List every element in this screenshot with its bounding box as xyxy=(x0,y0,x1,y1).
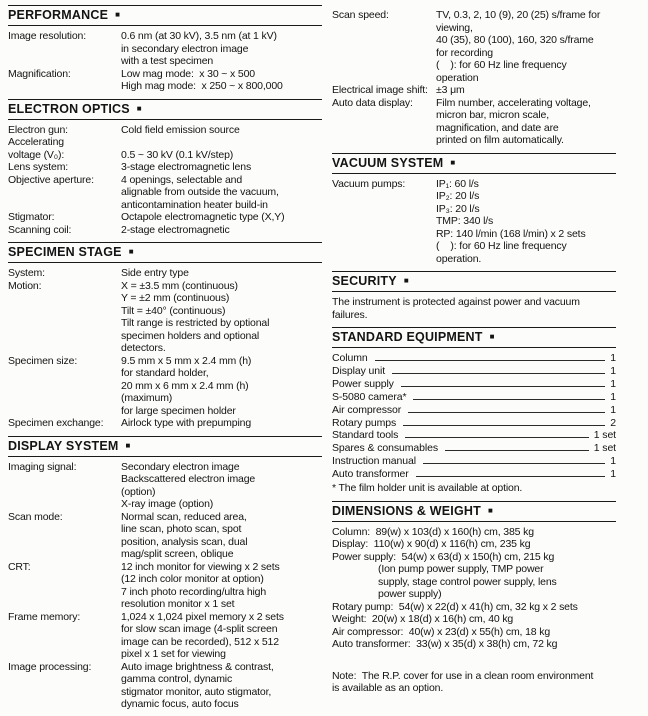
spec-value-line: mag/split screen, oblique xyxy=(121,548,234,560)
spec-value-line: 7 inch photo recording/ultra high xyxy=(121,585,267,598)
spec-row xyxy=(8,611,322,661)
equipment-item xyxy=(332,352,616,365)
spec-value-line: stigmator monitor, auto stigmator, xyxy=(121,685,272,698)
spec-value xyxy=(121,68,322,93)
spec-value-line: Low mag mode: x 30 ~ x 500 xyxy=(121,67,255,80)
spec-value-line: Tilt range is restricted by optional xyxy=(121,317,270,329)
equipment-item-name: Auto transformer xyxy=(332,468,409,481)
spec-value-line: RP: 140 l/min (168 l/min) x 2 sets xyxy=(436,227,586,240)
spec-label-line: Lens system: xyxy=(8,161,69,173)
spec-value-line: Auto image brightness & contrast, xyxy=(121,660,274,673)
spec-row xyxy=(8,417,322,430)
right-column xyxy=(332,5,616,716)
section-marker-icon: ■ xyxy=(489,332,495,341)
spec-row xyxy=(8,511,322,561)
spec-value-line: 0.5 ~ 30 kV (0.1 kV/step) xyxy=(121,148,234,161)
spec-value-line: ( ): for 60 Hz line frequency xyxy=(436,59,567,71)
spec-row xyxy=(8,211,322,224)
equipment-item xyxy=(332,442,616,455)
equipment-item-qty: 1 xyxy=(610,403,616,416)
equipment-item-name: Column xyxy=(332,352,368,364)
equipment-item-name: Rotary pumps xyxy=(332,416,397,429)
section-title: STANDARD EQUIPMENT xyxy=(332,330,483,344)
section-body xyxy=(332,292,616,326)
leader-line xyxy=(401,386,605,387)
spec-value-line: IP₁: 60 l/s xyxy=(436,177,479,190)
section-note xyxy=(332,666,616,700)
spec-value-line: dynamic focus, auto focus xyxy=(121,698,239,710)
spec-value-line: Film number, accelerating voltage, xyxy=(436,96,591,109)
spec-label-line: Scan mode: xyxy=(8,510,63,523)
equipment-item xyxy=(332,404,616,417)
spec-value-line: Backscattered electron image xyxy=(121,473,256,485)
section-title: ELECTRON OPTICS xyxy=(8,101,130,116)
spec-value-line: micron bar, micron scale, xyxy=(436,109,549,121)
section-body xyxy=(332,522,616,656)
section-body xyxy=(8,457,322,716)
section-display-system xyxy=(8,436,322,716)
section-title: DISPLAY SYSTEM xyxy=(8,438,119,453)
spec-row xyxy=(332,178,616,266)
text-line: is available as an option. xyxy=(332,682,444,695)
section-marker-icon: ■ xyxy=(450,157,456,167)
section-header xyxy=(8,99,322,120)
section-title: PERFORMANCE xyxy=(8,8,109,22)
spec-label xyxy=(8,124,121,137)
equipment-item-name: Air compressor xyxy=(332,403,402,416)
section-header xyxy=(332,153,616,174)
leader-line xyxy=(445,450,589,451)
spec-label-line: Vacuum pumps: xyxy=(332,177,406,190)
spec-value-line: 3-stage electromagnetic lens xyxy=(121,161,252,173)
spec-value xyxy=(121,224,322,237)
equipment-item-qty: 1 xyxy=(610,455,616,468)
spec-label xyxy=(8,355,121,418)
spec-row xyxy=(8,561,322,611)
equipment-item xyxy=(332,417,616,430)
section-marker-icon: ■ xyxy=(128,247,134,256)
equipment-item-name: Power supply xyxy=(332,377,394,390)
spec-label-line: Auto data display: xyxy=(332,96,413,109)
equipment-item-name: Display unit xyxy=(332,364,386,377)
two-column-layout xyxy=(8,5,648,716)
spec-value-line: ( ): for 60 Hz line frequency xyxy=(436,240,567,252)
spec-value-line: 20 mm x 6 mm x 2.4 mm (h) xyxy=(121,379,249,392)
spec-label-line: Scanning coil: xyxy=(8,223,72,236)
text-line: Display: 110(w) x 90(d) x 116(h) cm, 235 kg xyxy=(332,538,531,551)
spec-value-line: IP₂: 20 l/s xyxy=(436,190,480,202)
spec-value-line: 0.6 nm (at 30 kV), 3.5 nm (at 1 kV) xyxy=(121,30,277,42)
spec-label-line: Stigmator: xyxy=(8,211,55,223)
spec-value-line: magnification, and date are xyxy=(436,121,559,134)
spec-value xyxy=(121,611,322,661)
text-line: (Ion pump power supply, TMP power xyxy=(378,563,544,576)
equipment-item-name: Instruction manual xyxy=(332,455,416,468)
section-title: SPECIMEN STAGE xyxy=(8,245,122,259)
spec-value-line: 1,024 x 1,024 pixel memory x 2 sets xyxy=(121,610,284,623)
spec-value-line: for standard holder, xyxy=(121,367,209,379)
spec-value-line: resolution monitor x 1 set xyxy=(121,598,235,610)
spec-value xyxy=(121,511,322,561)
spec-value-line: image can be recorded), 512 x 512 xyxy=(121,635,279,648)
spec-row xyxy=(332,84,616,97)
spec-value xyxy=(121,461,322,511)
left-column xyxy=(8,5,322,716)
spec-value-line: pixel x 1 set for viewing xyxy=(121,648,226,660)
spec-label-line: Image resolution: xyxy=(8,30,86,42)
section-performance xyxy=(8,5,322,98)
text-line: supply, stage control power supply, lens xyxy=(378,575,557,588)
section-title: VACUUM SYSTEM xyxy=(332,155,444,170)
spec-value-line: 40 (35), 80 (100), 160, 320 s/frame xyxy=(436,34,594,46)
spec-label-line: Imaging signal: xyxy=(8,460,77,473)
spec-row xyxy=(332,97,616,147)
spec-label-line: Magnification: xyxy=(8,67,71,80)
spec-value-line: for recording xyxy=(436,46,493,59)
spec-row xyxy=(8,174,322,212)
spec-label xyxy=(8,561,121,611)
spec-value xyxy=(121,267,322,280)
spec-value xyxy=(121,211,322,224)
equipment-item-qty: 1 xyxy=(610,364,616,377)
spec-value-line: 2-stage electromagnetic xyxy=(121,223,230,236)
section-title: SECURITY xyxy=(332,274,397,288)
spec-label-line: Frame memory: xyxy=(8,610,81,623)
spec-label xyxy=(332,178,436,266)
section-body xyxy=(332,348,616,500)
section-body xyxy=(8,263,322,435)
spec-row xyxy=(8,161,322,174)
spec-label xyxy=(332,9,436,84)
spec-label xyxy=(8,161,121,174)
spec-label-line: Image processing: xyxy=(8,660,92,673)
equipment-item-qty: 1 xyxy=(610,377,616,390)
spec-value-line: TV, 0.3, 2, 10 (9), 20 (25) s/frame for xyxy=(436,9,601,21)
equipment-item xyxy=(332,365,616,378)
equipment-item-name: Spares & consumables xyxy=(332,442,438,455)
spec-value xyxy=(121,161,322,174)
section-header xyxy=(332,271,616,292)
spec-value-line: gamma control, dynamic xyxy=(121,673,233,685)
spec-value xyxy=(436,178,616,266)
section-header xyxy=(8,5,322,26)
spec-value-line: (maximum) xyxy=(121,392,173,404)
spec-label xyxy=(8,280,121,355)
spec-row xyxy=(8,280,322,355)
section-dimensions-weight xyxy=(332,501,616,656)
text-line: Column: 89(w) x 103(d) x 160(h) cm, 385 kg xyxy=(332,525,534,538)
section-marker-icon: ■ xyxy=(403,276,409,285)
spec-value-line: in secondary electron image xyxy=(121,42,249,55)
section-marker-icon: ■ xyxy=(125,440,131,450)
spec-value xyxy=(436,97,616,147)
spec-value-line: (option) xyxy=(121,485,156,498)
spec-value-line: Normal scan, reduced area, xyxy=(121,510,247,523)
spec-label xyxy=(8,461,121,511)
section-header xyxy=(8,242,322,263)
section-header xyxy=(8,436,322,457)
spec-value-line: with a test specimen xyxy=(121,55,214,67)
spec-label xyxy=(8,511,121,561)
spec-value-line: X = ±3.5 mm (continuous) xyxy=(121,279,238,292)
section-header xyxy=(332,501,616,522)
spec-value-line: Tilt = ±40° (continuous) xyxy=(121,304,226,317)
equipment-item-qty: 2 xyxy=(610,416,616,429)
spec-label xyxy=(8,417,121,430)
section-vacuum-system xyxy=(332,153,616,271)
leader-line xyxy=(408,412,605,413)
text-line: Rotary pump: 54(w) x 22(d) x 41(h) cm, 32 kg x 2 sets xyxy=(332,600,578,613)
spec-label-line: Electrical image shift: xyxy=(332,84,428,96)
spec-value xyxy=(121,355,322,418)
equipment-item-name: S-5080 camera* xyxy=(332,390,407,403)
equipment-item xyxy=(332,429,616,442)
section-electron-optics xyxy=(8,99,322,242)
spec-value-line xyxy=(121,136,322,149)
spec-value-line: operation xyxy=(436,71,479,84)
spec-label xyxy=(8,661,121,711)
text-line: Auto transformer: 33(w) x 35(d) x 38(h) cm, 72 kg xyxy=(332,638,558,651)
spec-value-line: 4 openings, selectable and xyxy=(121,173,243,186)
spec-label xyxy=(8,211,121,224)
text-line: failures. xyxy=(332,308,368,321)
spec-value-line: TMP: 340 l/s xyxy=(436,215,494,227)
section-body xyxy=(8,120,322,242)
spec-row xyxy=(8,267,322,280)
spec-row xyxy=(8,661,322,711)
spec-value xyxy=(121,30,322,68)
spec-row xyxy=(332,9,616,84)
equipment-item-qty: 1 xyxy=(610,468,616,481)
spec-value xyxy=(121,561,322,611)
spec-value-line: Secondary electron image xyxy=(121,460,240,473)
spec-value-line: position, analysis scan, dual xyxy=(121,535,248,548)
spec-value xyxy=(121,661,322,711)
text-line: Power supply: 54(w) x 63(d) x 150(h) cm, 215 kg xyxy=(332,550,555,563)
spec-value-line: ±3 μm xyxy=(436,84,465,96)
leader-line xyxy=(403,425,605,426)
spec-label-line: System: xyxy=(8,267,45,279)
spec-row xyxy=(8,461,322,511)
spec-value xyxy=(121,280,322,355)
spec-label-line: Scan speed: xyxy=(332,9,389,21)
spec-value-line: line scan, photo scan, spot xyxy=(121,523,242,535)
spec-value-line: 12 inch monitor for viewing x 2 sets xyxy=(121,560,280,573)
spec-value-line: High mag mode: x 250 ~ x 800,000 xyxy=(121,80,283,92)
spec-label-line: Motion: xyxy=(8,279,42,292)
leader-line xyxy=(416,476,606,477)
equipment-item-qty: 1 xyxy=(610,390,616,403)
spec-label xyxy=(8,267,121,280)
spec-label-line: CRT: xyxy=(8,560,31,573)
leader-line xyxy=(423,463,605,464)
spec-value xyxy=(121,174,322,212)
spec-label xyxy=(332,84,436,97)
section-body xyxy=(8,26,322,98)
spec-value-line: Airlock type with prepumping xyxy=(121,417,252,429)
text-line: Weight: 20(w) x 18(d) x 16(h) cm, 40 kg xyxy=(332,613,514,626)
spec-label xyxy=(8,224,121,237)
spec-label-line: Specimen exchange: xyxy=(8,417,104,429)
equipment-item xyxy=(332,468,616,481)
leader-line xyxy=(413,399,605,400)
text-line: Note: The R.P. cover for use in a clean room environment xyxy=(332,669,594,682)
spec-value xyxy=(121,136,322,161)
spec-value-line: X-ray image (option) xyxy=(121,498,214,510)
equipment-footnote: * The film holder unit is available at option. xyxy=(332,482,523,495)
spec-value-line: (12 inch color monitor at option) xyxy=(121,573,264,585)
text-line: The instrument is protected against power and vacuum xyxy=(332,296,580,308)
equipment-item-name: Standard tools xyxy=(332,429,399,442)
spec-row xyxy=(8,68,322,93)
equipment-item-qty: 1 set xyxy=(593,429,616,442)
section-security xyxy=(332,271,616,326)
spec-row xyxy=(8,30,322,68)
spec-value-line: IP₃: 20 l/s xyxy=(436,202,480,215)
section-specimen-stage xyxy=(8,242,322,435)
spec-value xyxy=(121,124,322,137)
leader-line xyxy=(405,437,588,438)
section-header xyxy=(332,327,616,348)
spec-row xyxy=(8,355,322,418)
section-marker-icon: ■ xyxy=(136,103,142,113)
spec-label xyxy=(8,68,121,93)
leader-line xyxy=(392,373,605,374)
spec-value-line: Cold field emission source xyxy=(121,123,240,136)
spec-value-line: anticontamination heater build-in xyxy=(121,198,268,211)
spec-value-line: Side entry type xyxy=(121,267,189,279)
spec-value-line: alignable from outside the vacuum, xyxy=(121,186,279,198)
equipment-item-qty: 1 xyxy=(610,352,616,364)
spec-value-line: Octapole electromagnetic type (X,Y) xyxy=(121,211,285,223)
spec-row xyxy=(8,136,322,161)
spec-value xyxy=(121,417,322,430)
spec-value-line: detectors. xyxy=(121,342,166,354)
spec-label xyxy=(8,30,121,68)
section-display-system-continued xyxy=(332,5,616,152)
spec-label xyxy=(8,611,121,661)
spec-value-line: 9.5 mm x 5 mm x 2.4 mm (h) xyxy=(121,354,252,367)
spec-label-line: Specimen size: xyxy=(8,354,78,367)
section-standard-equipment xyxy=(332,327,616,500)
spec-label-line: Objective aperture: xyxy=(8,173,94,186)
spec-value-line: for large specimen holder xyxy=(121,404,236,417)
spec-value xyxy=(436,9,616,84)
text-line: power supply) xyxy=(378,588,442,601)
section-marker-icon: ■ xyxy=(115,10,120,19)
spec-label-line: Accelerating xyxy=(8,136,64,148)
spec-value-line: Y = ±2 mm (continuous) xyxy=(121,292,230,304)
text-line: Air compressor: 40(w) x 23(d) x 55(h) cm, 18 kg xyxy=(332,625,551,638)
spec-value-line: operation. xyxy=(436,252,482,265)
leader-line xyxy=(375,360,606,361)
equipment-item xyxy=(332,391,616,404)
spec-value xyxy=(436,84,616,97)
equipment-item-qty: 1 set xyxy=(593,442,616,455)
spec-value-line: specimen holders and optional xyxy=(121,329,260,342)
spec-value-line: viewing, xyxy=(436,21,473,34)
spec-label-line: voltage (V₀): xyxy=(8,148,65,161)
equipment-item xyxy=(332,378,616,391)
spec-label-line: Electron gun: xyxy=(8,123,68,136)
spec-label xyxy=(8,174,121,212)
spec-value-line: for slow scan image (4-split screen xyxy=(121,623,278,635)
section-body xyxy=(332,174,616,271)
section-title: DIMENSIONS & WEIGHT xyxy=(332,503,481,518)
spec-label xyxy=(8,136,121,161)
section-body xyxy=(332,5,616,152)
section-body xyxy=(332,666,616,700)
equipment-item xyxy=(332,455,616,468)
spec-row xyxy=(8,124,322,137)
spec-label xyxy=(332,97,436,147)
spec-value-line: printed on film automatically. xyxy=(436,134,564,146)
spec-row xyxy=(8,224,322,237)
section-marker-icon: ■ xyxy=(487,505,493,515)
